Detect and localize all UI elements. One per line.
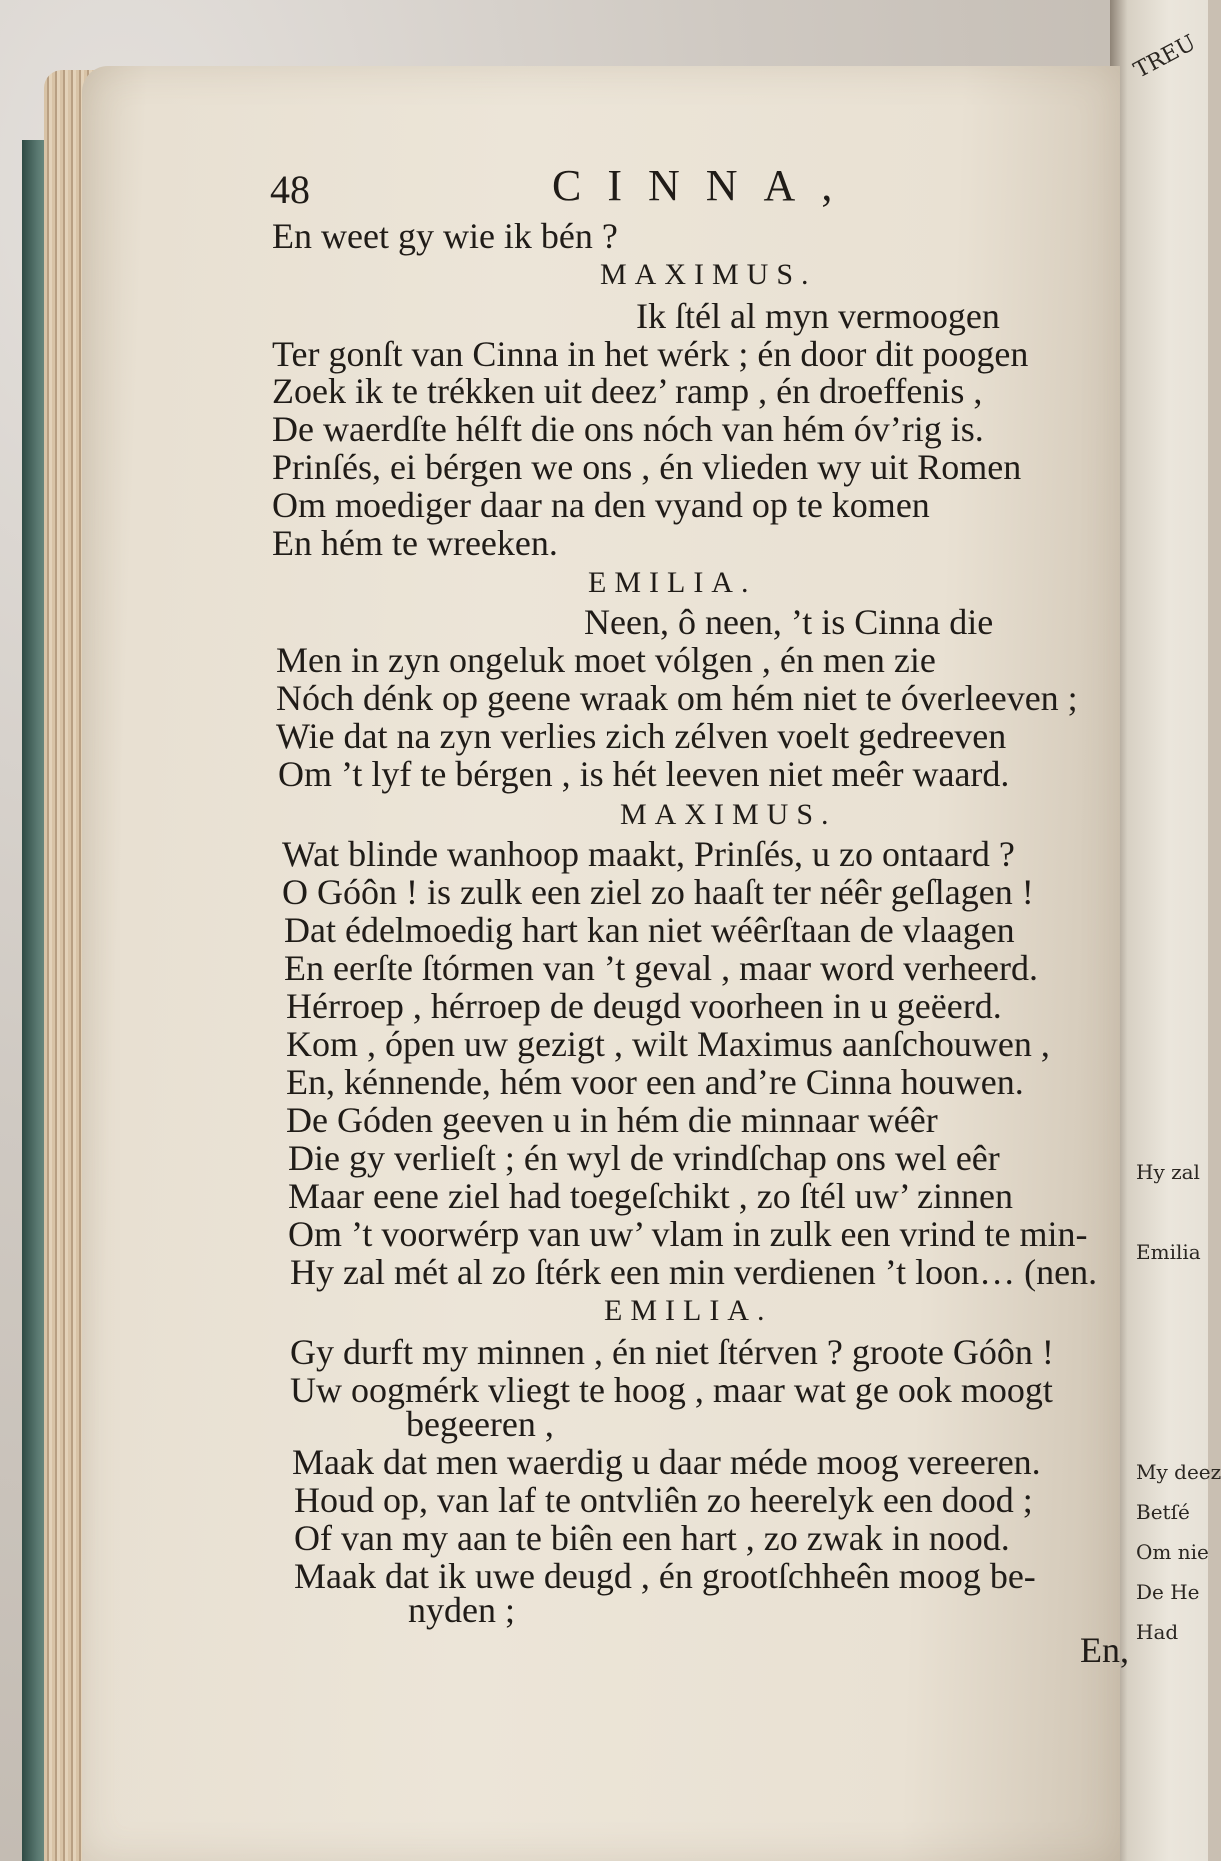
verse-line: Gy durft my minnen , én niet ſtérven ? groote Góôn ! bbox=[290, 1332, 1054, 1372]
verse-line: Nóch dénk op geene wraak om hém niet te óverleeven ; bbox=[276, 678, 1078, 718]
catchword: En, bbox=[1080, 1630, 1129, 1670]
verse-line: Of van my aan te biên een hart , zo zwak in nood. bbox=[294, 1518, 1010, 1558]
page-number: 48 bbox=[270, 167, 310, 212]
verse-line: Die gy verlieſt ; én wyl de vrindſchap ons wel eêr bbox=[288, 1138, 1000, 1178]
running-title: CINNA, bbox=[552, 161, 859, 210]
facing-page-fragment: Betſé bbox=[1136, 1500, 1190, 1524]
verse-line: Kom , ópen uw gezigt , wilt Maximus aanſchouwen , bbox=[286, 1024, 1050, 1064]
verse-line: nyden ; bbox=[408, 1590, 515, 1630]
verse-line: begeeren , bbox=[406, 1404, 554, 1444]
facing-page-fragment: Emilia bbox=[1136, 1240, 1201, 1264]
verse-line: En, kénnende, hém voor een and’re Cinna houwen. bbox=[286, 1062, 1024, 1102]
verse-line: Wat blinde wanhoop maakt, Prinſés, u zo ontaard ? bbox=[282, 834, 1015, 874]
verse-line: Om ’t voorwérp van uw’ vlam in zulk een vrind te min- bbox=[288, 1214, 1088, 1254]
verse-line: De Góden geeven u in hém die minnaar wéêr bbox=[286, 1100, 938, 1140]
speaker-name: EMILIA. bbox=[588, 566, 757, 599]
verse-line: Maar eene ziel had toegeſchikt , zo ſtél uw’ zinnen bbox=[288, 1176, 1014, 1216]
verse-line: Houd op, van laf te ontvliên zo heerelyk een dood ; bbox=[294, 1480, 1033, 1520]
verse-line: Hy zal mét al zo ſtérk een min verdienen ’t loon… (nen. bbox=[290, 1252, 1098, 1292]
facing-page-fragment: Hy zal bbox=[1136, 1160, 1200, 1184]
verse-line: O Góôn ! is zulk een ziel zo haaſt ter néêr geſlagen ! bbox=[282, 872, 1034, 912]
verse-line: En eerſte ſtórmen van ’t geval , maar word verheerd. bbox=[284, 948, 1039, 988]
facing-page-fragment: TREU bbox=[1130, 30, 1201, 84]
verse-line: En weet gy wie ik bén ? bbox=[272, 216, 618, 256]
speaker-name: EMILIA. bbox=[604, 1294, 773, 1327]
facing-page-fragment: My deez bbox=[1136, 1460, 1221, 1484]
verse-line: En hém te wreeken. bbox=[272, 523, 558, 563]
verse-line: Om moediger daar na den vyand op te komen bbox=[272, 485, 930, 525]
verse-line: Maak dat men waerdig u daar méde moog vereeren. bbox=[292, 1442, 1041, 1482]
verse-line: De waerdſte hélft die ons nóch van hém óv’rig is. bbox=[272, 409, 984, 449]
verse-line: Zoek ik te trékken uit deez’ ramp , én droeffenis , bbox=[272, 371, 983, 411]
verse-line: Men in zyn ongeluk moet vólgen , én men zie bbox=[276, 640, 936, 680]
verse-line: Ik ſtél al myn vermoogen bbox=[636, 296, 1000, 336]
verse-line: Hérroep , hérroep de deugd voorheen in u geëerd. bbox=[286, 986, 1002, 1026]
verse-line: Wie dat na zyn verlies zich zélven voelt gedreeven bbox=[276, 716, 1007, 756]
speaker-name: MAXIMUS. bbox=[620, 798, 837, 831]
verse-line: Uw oogmérk vliegt te hoog , maar wat ge ook moogt bbox=[290, 1370, 1053, 1410]
facing-page-fragment: De He bbox=[1136, 1580, 1200, 1604]
facing-page bbox=[1110, 0, 1221, 1861]
facing-page-fragment: Had bbox=[1136, 1620, 1179, 1644]
verse-line: Prinſés, ei bérgen we ons , én vlieden wy uit Romen bbox=[272, 447, 1022, 487]
verse-line: Maak dat ik uwe deugd , én grootſchheên moog be- bbox=[294, 1556, 1036, 1596]
facing-page-fragment: Om nie bbox=[1136, 1540, 1209, 1564]
verse-line: Om ’t lyf te bérgen , is hét leeven niet meêr waard. bbox=[278, 754, 1010, 794]
verse-line: Neen, ô neen, ’t is Cinna die bbox=[584, 602, 994, 642]
speaker-name: MAXIMUS. bbox=[600, 258, 817, 291]
verse-line: Ter gonſt van Cinna in het wérk ; én door dit poogen bbox=[272, 334, 1029, 374]
verse-line: Dat édelmoedig hart kan niet wéêrſtaan de vlaagen bbox=[284, 910, 1015, 950]
